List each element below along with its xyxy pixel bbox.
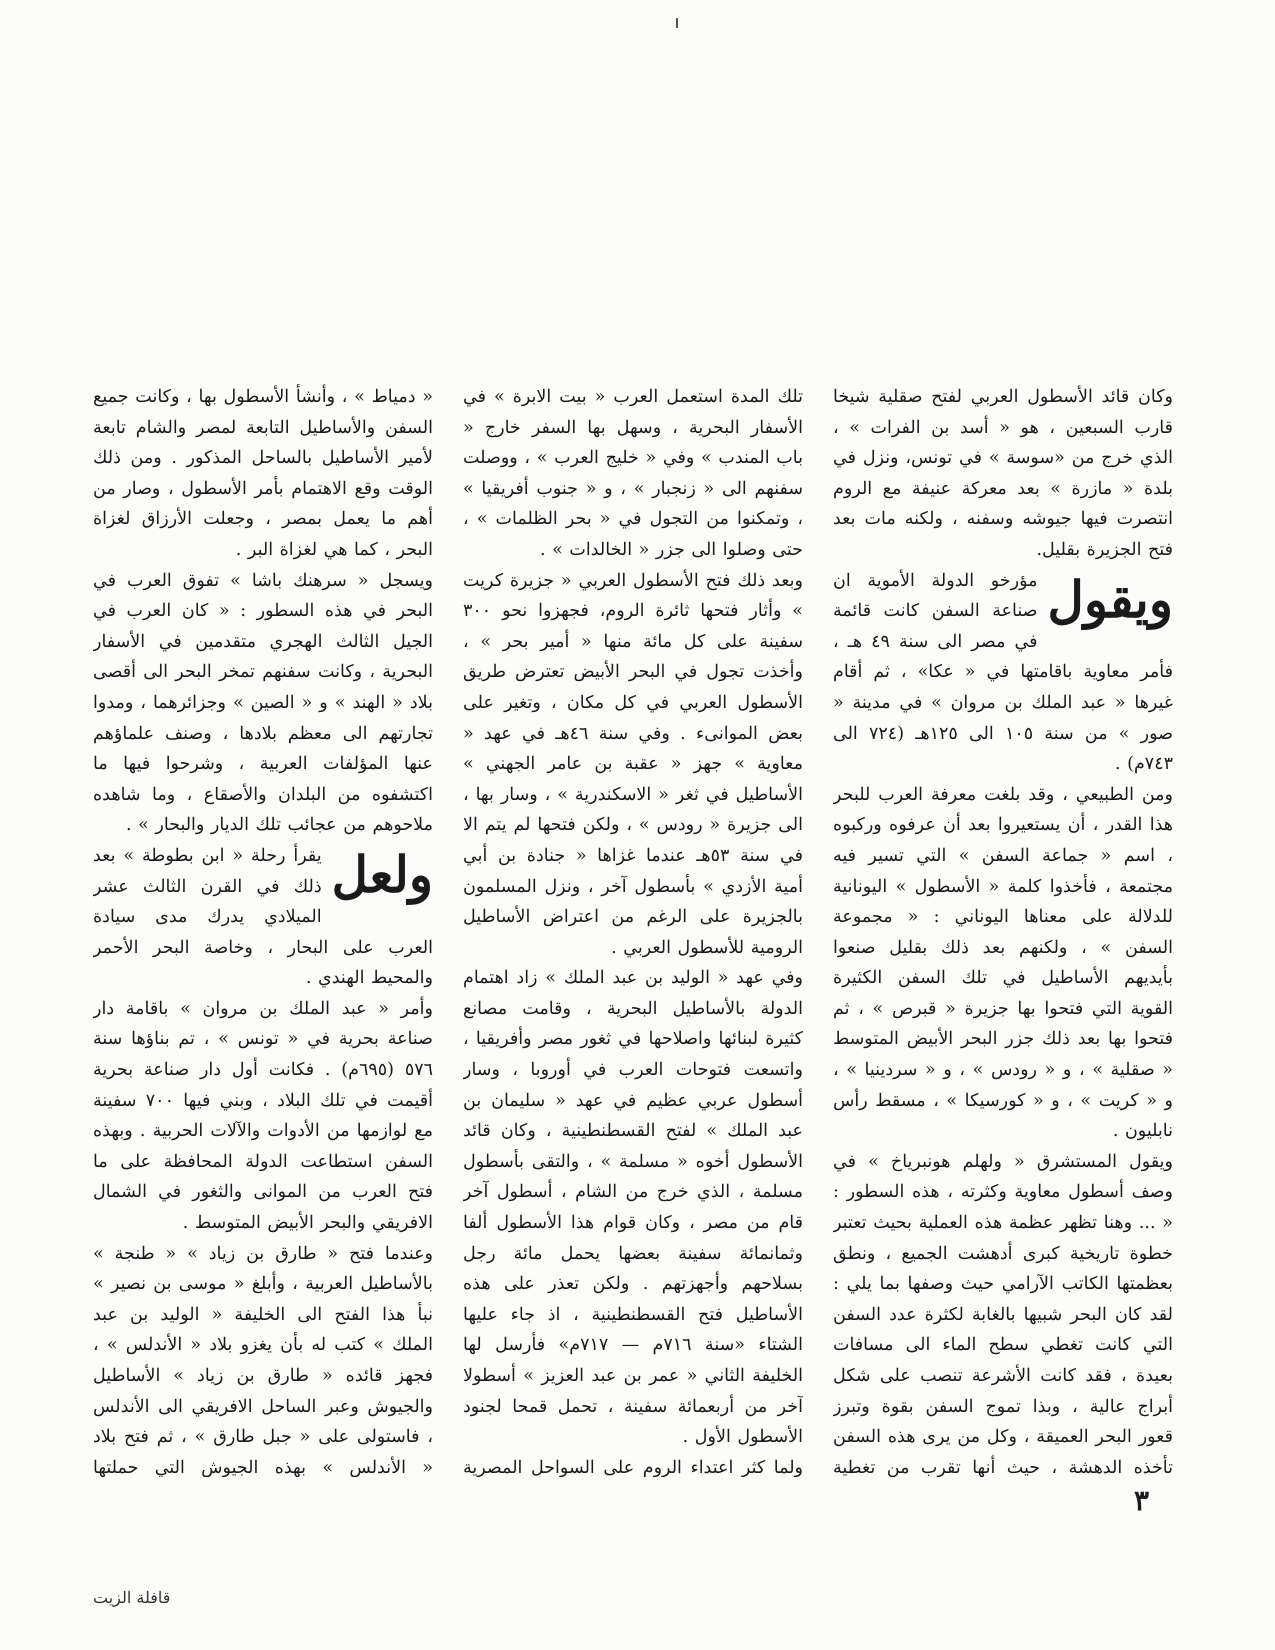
paragraph <box>833 566 1173 780</box>
column-right <box>833 382 1173 1477</box>
paragraph-text: ومن الطبيعي ، وقد بلغت معرفة العرب للبحر هذا القدر ، أن يستعيروا بعد أن عرفوه وركبوه ، اسم « جماعة السفن » التي تسير فيه مجتمعة ، فأخذوا كلمة « الأسطول » اليونانية للدلالة على معناها اليوناني : « مجموعة السفن » ، ولكنهم بعد ذلك بقليل صنعوا بأيديهم الأساطيل في تلك السفن الكثيرة القوية التي فتحوا بها جزيرة « قبرص » ، ثم فتحوا بها بعد ذلك جزر البحر الأبيض المتوسط « صقلية » ، و « رودس » ، و « سردينيا » ، و « كريت » ، و « كورسيكا » ، مسقط رأس نابليون . <box>833 784 1173 1142</box>
paragraph-text: ولما كثر اعتداء الروم على السواحل المصرية <box>463 1457 803 1477</box>
paragraph-text: ويقول المستشرق « ولهلم هونبرياخ » في وصف أسطول معاوية وكثرته ، هذه السطور : « ... وهنا تظهر عظمة هذه العملية بحيث تعتبر خطوة تاريخية كبرى أدهشت الجميع ، ونطق بعظمتها الكاتب الآرامي حيث وصفها بما يلي : لقد كان البحر شبيها بالغابة لكثرة عدد السفن التي كانت تغطي سطح الماء الى مسافات بعيدة ، فقد كانت الأشرعة تنصب على شكل أبراج عالية ، وبذا تموج السفن بقوة وتبرز قعور البحر العميقة ، وكل من يرى هذه السفن تأخذه الدهشة ، حيث أنها تقرب من تغطية <box>833 1151 1173 1477</box>
drop-cap-word: ولعل <box>331 844 433 904</box>
paragraph <box>463 566 803 964</box>
drop-cap-word: ويقول <box>1047 569 1173 629</box>
page-number: ٣ <box>1134 1484 1150 1517</box>
paragraph <box>93 566 433 841</box>
paragraph-text: وعندما فتح « طارق بن زياد » « طنجة » بالأساطيل العربية ، وأبلغ « موسى بن نصير » نبأ هذا الفتح الى الخليفة « الوليد بن عبد الملك » كتب له بأن يغزو بلاد « الأندلس » ، فجهز قائده « طارق بن زياد » الأساطيل والجيوش وعبر الساحل الافريقي الى الأندلس ، فاستولى على « جبل طارق » ، ثم فتح بلاد « الأندلس » بهذه الجيوش التي حملتها <box>93 1243 433 1477</box>
paragraph-text: ويسجل « سرهنك باشا » تفوق العرب في البحر في هذه السطور : « كان العرب في الجيل الثالث الهجري متقدمين في الأسفار البحرية ، وكانت سفنهم تمخر البحر الى أقصى بلاد « الهند » و « الصين » وجزائرهما ، ومدوا تجارتهم الى معظم بلادها ، وصنف علماؤهم عنها المؤلفات العربية ، وشرحوا فيها ما اكتشفوه من البلدان والأصقاع ، وما شاهده ملاحوهم من عجائب تلك الديار والبحار » . <box>93 570 433 836</box>
paragraph-text: يقرأ رحلة « ابن بطوطة » بعد ذلك في القرن الثالث عشر الميلادي يدرك مدى سيادة العرب على البحار ، وخاصة البحر الأحمر والمحيط الهندي . <box>93 845 433 989</box>
paragraph-text: وفي عهد « الوليد بن عبد الملك » زاد اهتمام الدولة بالأساطيل البحرية ، وقامت مصانع كثيرة لبنائها واصلاحها في ثغور مصر وأفريقيا ، واتسعت فتوحات العرب في أوروبا ، وسار أسطول عربي عظيم في عهد « سليمان بن عبد الملك » لفتح القسطنطينية ، وكان قائد الأسطول أخوه « مسلمة » ، والتقى بأسطول مسلمة ، الذي خرج من الشام ، أسطول آخر قام من مصر ، وكان قوام هذا الأسطول ألفا وثمانمائة سفينة بعضها يحمل مائة رجل بسلاحهم وأجهزتهم . ولكن تعذر على هذه الأساطيل فتح القسطنطينية ، اذ جاء عليها الشتاء «سنة ٧١٦م — ٧١٧م» فأرسل لها الخليفة الثاني « عمر بن عبد العزيز » أسطولا آخر من أربعمائة سفينة ، تحمل قمحا لجنود الأسطول الأول . <box>463 968 803 1448</box>
column-left <box>93 382 433 1477</box>
paragraph <box>93 1239 433 1477</box>
article-columns <box>93 382 1173 1477</box>
paragraph <box>463 382 803 566</box>
paragraph <box>93 841 433 994</box>
paragraph <box>833 780 1173 1147</box>
paragraph-text: وبعد ذلك فتح الأسطول العربي « جزيرة كريت » وأثار فتحها ثائرة الروم، فجهزوا نحو ٣٠٠ سفينة على كل مائة منها « أمير بحر » ، وأخذت تجول في البحر الأبيض تعترض طريق الأسطول العربي في كل مكان ، وتغير على بعض الموانىء . وفي سنة ٤٦هـ في عهد « معاوية » جهز « عقبة بن عامر الجهني » الأساطيل في ثغر « الاسكندرية » ، وسار بها ، الى جزيرة « رودس » ، ولكن فتحها لم يتم الا في سنة ٥٣هـ عندما غزاها « جنادة بن أبي أمية الأزدي » بأسطول آخر ، ونزل المسلمون بالجزيرة على الرغم من اعتراض الأساطيل الرومية للأسطول العربي . <box>463 570 803 958</box>
paragraph-text: « دمياط » ، وأنشأ الأسطول بها ، وكانت جميع السفن والأساطيل التابعة لمصر والشام تابعة لأمير الأساطيل بالساحل المذكور . ومن ذلك الوقت وقع الاهتمام بأمر الأسطول ، وصار من أهم ما يعمل بمصر ، وجعلت الأرزاق لغزاة البحر ، كما هي لغزاة البر . <box>93 387 433 560</box>
paragraph <box>93 994 433 1239</box>
paragraph-text: مؤرخو الدولة الأموية ان صناعة السفن كانت قائمة في مصر الى سنة ٤٩ هـ ، فأمر معاوية باقامتها في « عكا» ، ثم أقام غيرها « عبد الملك بن مروان » في مدينة « صور » من سنة ١٠٥ الى ١٢٥هـ (٧٢٤ الى ٧٤٣م) . <box>833 570 1173 775</box>
paragraph-text: وكان قائد الأسطول العربي لفتح صقلية شيخا قارب السبعين ، هو « أسد بن الفرات » ، الذي خرج من «سوسة » في تونس، ونزل في بلدة « مازرة » بعد معركة عنيفة مع الروم انتصرت فيها جيوشه وسفنه ، ولكنه مات بعد فتح الجزيرة بقليل. <box>833 387 1173 560</box>
paragraph <box>463 963 803 1453</box>
column-middle <box>463 382 803 1477</box>
paragraph-text: وأمر « عبد الملك بن مروان » باقامة دار صناعة بحرية في « تونس » ، تم بناؤها سنة ٥٧٦ (٦٩٥م) . فكانت أول دار صناعة بحرية أقيمت في تلك البلاد ، وبني فيها ٧٠٠ سفينة مع لوازمها من الأدوات والآلات الحربية . وبهذه السفن استطاعت الدولة المحافظة على ما فتح العرب من الموانى والثغور في الشمال الافريقي والبحر الأبيض المتوسط . <box>93 998 433 1234</box>
paragraph-text: تلك المدة استعمل العرب « بيت الابرة » في الأسفار البحرية ، وسهل بها السفر خارج « باب المندب » وفي « خليج العرب » ، ووصلت سفنهم الى « زنجبار » ، و « جنوب أفريقيا » ، وتمكنوا من التجول في « بحر الظلمات » ، حتى وصلوا الى جزر « الخالدات » . <box>463 387 803 560</box>
paragraph <box>93 382 433 566</box>
paragraph <box>463 1453 803 1477</box>
paragraph <box>833 382 1173 566</box>
footer-publication-name: قافلة الزيت <box>93 1588 171 1607</box>
paragraph <box>833 1147 1173 1477</box>
top-registration-mark <box>676 18 678 28</box>
